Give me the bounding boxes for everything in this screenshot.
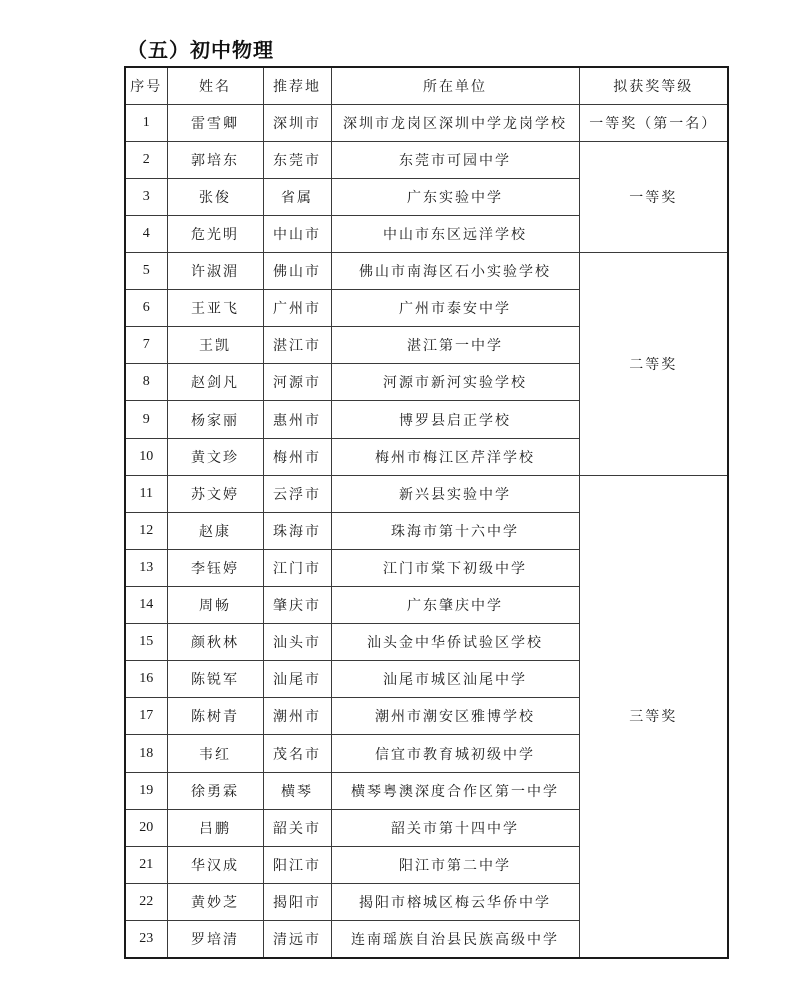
cell-place: 佛山市 [263, 253, 331, 290]
cell-place: 中山市 [263, 215, 331, 252]
cell-unit: 博罗县启正学校 [331, 401, 579, 438]
cell-place: 东莞市 [263, 141, 331, 178]
cell-unit: 湛江第一中学 [331, 327, 579, 364]
cell-no: 3 [125, 178, 167, 215]
cell-unit: 信宜市教育城初级中学 [331, 735, 579, 772]
cell-unit: 潮州市潮安区雅博学校 [331, 698, 579, 735]
cell-name: 韦红 [167, 735, 263, 772]
cell-name: 周畅 [167, 587, 263, 624]
cell-award: 一等奖 [579, 141, 728, 252]
cell-name: 罗培清 [167, 921, 263, 958]
cell-award: 二等奖 [579, 253, 728, 476]
cell-unit: 中山市东区远洋学校 [331, 215, 579, 252]
cell-name: 吕鹏 [167, 809, 263, 846]
cell-place: 汕尾市 [263, 661, 331, 698]
cell-place: 茂名市 [263, 735, 331, 772]
cell-name: 李钰婷 [167, 549, 263, 586]
cell-name: 黄文珍 [167, 438, 263, 475]
cell-unit: 广州市泰安中学 [331, 290, 579, 327]
cell-place: 阳江市 [263, 846, 331, 883]
cell-name: 徐勇霖 [167, 772, 263, 809]
cell-name: 雷雪卿 [167, 104, 263, 141]
cell-award: 三等奖 [579, 475, 728, 957]
cell-place: 江门市 [263, 549, 331, 586]
table-row [125, 141, 728, 178]
cell-no: 21 [125, 846, 167, 883]
cell-no: 22 [125, 883, 167, 920]
cell-name: 王凯 [167, 327, 263, 364]
cell-place: 横琴 [263, 772, 331, 809]
cell-place: 云浮市 [263, 475, 331, 512]
cell-unit: 珠海市第十六中学 [331, 512, 579, 549]
cell-no: 16 [125, 661, 167, 698]
cell-name: 陈树青 [167, 698, 263, 735]
cell-place: 河源市 [263, 364, 331, 401]
column-header-unit: 所在单位 [331, 67, 579, 104]
cell-unit: 汕尾市城区汕尾中学 [331, 661, 579, 698]
column-header-no: 序号 [125, 67, 167, 104]
cell-place: 梅州市 [263, 438, 331, 475]
cell-place: 省属 [263, 178, 331, 215]
cell-name: 陈锐军 [167, 661, 263, 698]
cell-name: 张俊 [167, 178, 263, 215]
cell-no: 4 [125, 215, 167, 252]
cell-unit: 佛山市南海区石小实验学校 [331, 253, 579, 290]
cell-place: 深圳市 [263, 104, 331, 141]
cell-no: 14 [125, 587, 167, 624]
cell-unit: 韶关市第十四中学 [331, 809, 579, 846]
cell-place: 湛江市 [263, 327, 331, 364]
cell-place: 清远市 [263, 921, 331, 958]
cell-unit: 东莞市可园中学 [331, 141, 579, 178]
cell-no: 19 [125, 772, 167, 809]
cell-place: 广州市 [263, 290, 331, 327]
cell-no: 13 [125, 549, 167, 586]
cell-name: 赵剑凡 [167, 364, 263, 401]
table-header-row [125, 67, 728, 104]
section-title: （五）初中物理 [127, 40, 274, 62]
cell-place: 惠州市 [263, 401, 331, 438]
cell-place: 韶关市 [263, 809, 331, 846]
cell-no: 2 [125, 141, 167, 178]
cell-no: 15 [125, 624, 167, 661]
cell-name: 危光明 [167, 215, 263, 252]
table-row [125, 475, 728, 512]
cell-name: 颜秋林 [167, 624, 263, 661]
cell-unit: 横琴粤澳深度合作区第一中学 [331, 772, 579, 809]
cell-name: 华汉成 [167, 846, 263, 883]
cell-unit: 江门市棠下初级中学 [331, 549, 579, 586]
cell-place: 肇庆市 [263, 587, 331, 624]
cell-unit: 连南瑶族自治县民族高级中学 [331, 921, 579, 958]
cell-name: 杨家丽 [167, 401, 263, 438]
cell-name: 王亚飞 [167, 290, 263, 327]
cell-no: 1 [125, 104, 167, 141]
cell-no: 5 [125, 253, 167, 290]
cell-no: 12 [125, 512, 167, 549]
cell-name: 赵康 [167, 512, 263, 549]
cell-unit: 阳江市第二中学 [331, 846, 579, 883]
cell-place: 珠海市 [263, 512, 331, 549]
cell-no: 11 [125, 475, 167, 512]
cell-no: 17 [125, 698, 167, 735]
cell-no: 10 [125, 438, 167, 475]
cell-unit: 广东肇庆中学 [331, 587, 579, 624]
cell-name: 黄妙芝 [167, 883, 263, 920]
cell-name: 郭培东 [167, 141, 263, 178]
cell-no: 6 [125, 290, 167, 327]
cell-unit: 新兴县实验中学 [331, 475, 579, 512]
cell-award: 一等奖（第一名） [579, 104, 728, 141]
cell-no: 9 [125, 401, 167, 438]
column-header-award: 拟获奖等级 [579, 67, 728, 104]
cell-unit: 梅州市梅江区芹洋学校 [331, 438, 579, 475]
cell-unit: 广东实验中学 [331, 178, 579, 215]
cell-name: 苏文婷 [167, 475, 263, 512]
table-row [125, 253, 728, 290]
cell-place: 揭阳市 [263, 883, 331, 920]
award-table [124, 66, 729, 959]
cell-unit: 深圳市龙岗区深圳中学龙岗学校 [331, 104, 579, 141]
cell-unit: 揭阳市榕城区梅云华侨中学 [331, 883, 579, 920]
cell-name: 许淑湄 [167, 253, 263, 290]
table-row [125, 104, 728, 141]
column-header-place: 推荐地 [263, 67, 331, 104]
cell-no: 8 [125, 364, 167, 401]
cell-unit: 汕头金中华侨试验区学校 [331, 624, 579, 661]
cell-unit: 河源市新河实验学校 [331, 364, 579, 401]
cell-place: 汕头市 [263, 624, 331, 661]
column-header-name: 姓名 [167, 67, 263, 104]
cell-no: 23 [125, 921, 167, 958]
cell-no: 20 [125, 809, 167, 846]
cell-place: 潮州市 [263, 698, 331, 735]
cell-no: 7 [125, 327, 167, 364]
cell-no: 18 [125, 735, 167, 772]
